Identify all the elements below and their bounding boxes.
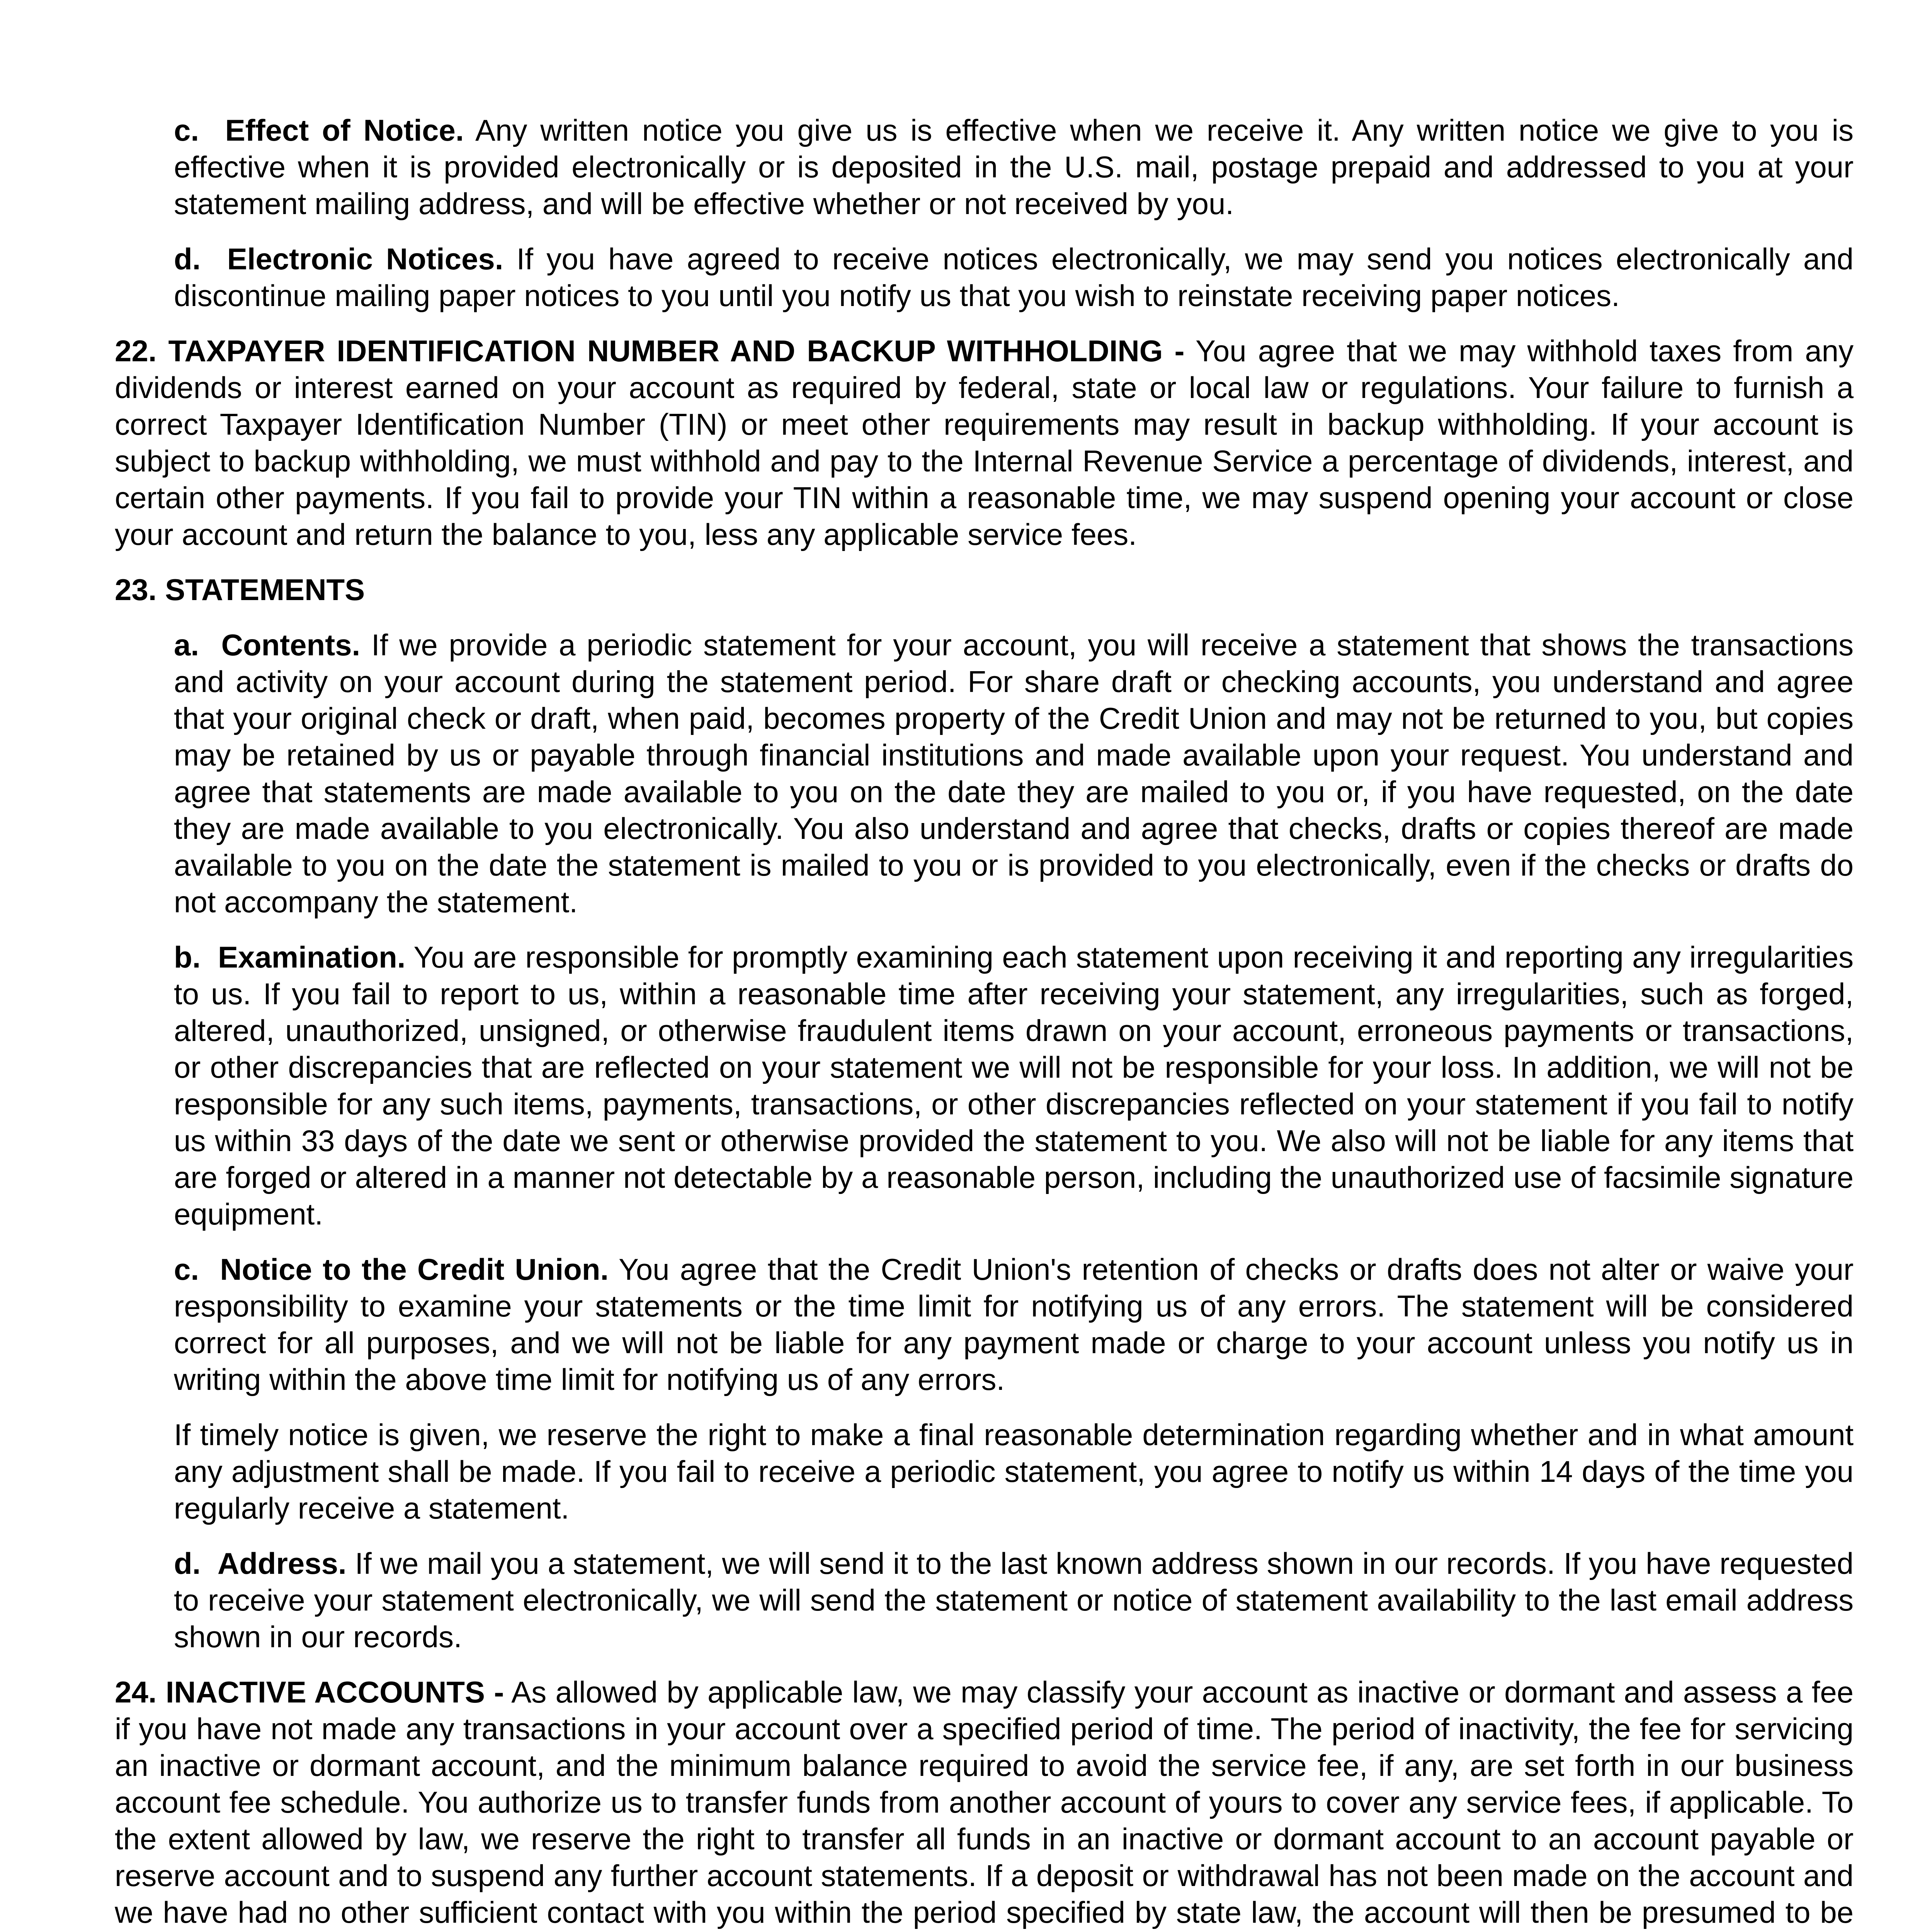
section-21d [174, 241, 1854, 314]
section-23b-text: You are responsible for promptly examining each statement upon receiving it and reporting any irregularities to us. If you fail to report to us, within a reasonable time after receiving your statement, any irregularities, such as forged, altered, unauthorized, unsigned, or otherwise fraudulent items drawn on your account, erroneous payments or transactions, or other discrepancies that are reflected on your statement we will not be responsible for your loss. In addition, we will not be responsible for any such items, payments, transactions, or other discrepancies reflected on your statement if you fail to notify us within 33 days of the date we sent or otherwise provided the statement to you. We also will not be liable for any items that are forged or altered in a manner not detectable by a reasonable person, including the unauthorized use of facsimile signature equipment. [174, 940, 1854, 1231]
section-23a-text: If we provide a periodic statement for your account, you will receive a statement that shows the transactions and activity on your account during the statement period. For share draft or checking accounts, you understand and agree that your original check or draft, when paid, becomes property of the Credit Union and may not be returned to you, but copies may be retained by us or payable through financial institutions and made available upon your request. You understand and agree that statements are made available to you on the date they are mailed to you or, if you have requested, on the date they are made available to you electronically. You also understand and agree that checks, drafts or copies thereof are made available to you on the date the statement is mailed to you or is provided to you electronically, even if the checks or drafts do not accompany the statement. [174, 628, 1854, 919]
section-22-text: You agree that we may withhold taxes from any dividends or interest earned on your account as required by federal, state or local law or regulations. Your failure to furnish a correct Taxpayer Identification Number (TIN) or meet other requirements may result in backup withholding. If your account is subject to backup withholding, we must withhold and pay to the Internal Revenue Service a percentage of dividends, interest, and certain other payments. If you fail to provide your TIN within a reasonable time, we may suspend opening your account or close your account and return the balance to you, less any applicable service fees. [115, 334, 1854, 551]
section-23 [115, 571, 1854, 608]
section-23d [174, 1545, 1854, 1655]
section-23b-label: b. Examination. [174, 940, 406, 974]
section-23b [174, 939, 1854, 1233]
section-22-heading: 22. TAXPAYER IDENTIFICATION NUMBER AND BACKUP WITHHOLDING - [115, 334, 1185, 368]
section-23-heading: 23. STATEMENTS [115, 573, 365, 607]
section-23d-text: If we mail you a statement, we will send it to the last known address shown in our records. If you have requested to receive your statement electronically, we will send the statement or notice of statement availability to the last email address shown in our records. [174, 1546, 1854, 1654]
section-21c-text: Any written notice you give us is effective when we receive it. Any written notice we give to you is effective when it is provided electronically or is deposited in the U.S. mail, postage prepaid and addressed to you at your statement mailing address, and will be effective whether or not received by you. [174, 113, 1854, 221]
section-23a [174, 627, 1854, 920]
section-21d-label: d. Electronic Notices. [174, 242, 503, 276]
section-21d-text: If you have agreed to receive notices electronically, we may send you notices electronically and discontinue mailing paper notices to you until you notify us that you wish to reinstate receiving paper notices. [174, 242, 1854, 313]
section-21c-label: c. Effect of Notice. [174, 113, 464, 147]
section-24-heading: 24. INACTIVE ACCOUNTS - [115, 1675, 504, 1709]
section-23c [174, 1251, 1854, 1398]
section-23c-continued: If timely notice is given, we reserve the right to make a final reasonable determination regarding whether and in what amount any adjustment shall be made. If you fail to receive a periodic statement, you agree to notify us within 14 days of the time you regularly receive a statement. [174, 1418, 1854, 1525]
section-23c-text: You agree that the Credit Union's retention of checks or drafts does not alter or waive your responsibility to examine your statements or the time limit for notifying us of any errors. The statement will be considered correct for all purposes, and we will not be liable for any payment made or charge to your account unless you notify us in writing within the above time limit for notifying us of any errors. [174, 1252, 1854, 1396]
section-23d-label: d. Address. [174, 1546, 347, 1580]
section-22 [115, 333, 1854, 553]
section-21c [174, 112, 1854, 222]
document-body [115, 112, 1854, 1932]
section-24-text: As allowed by applicable law, we may classify your account as inactive or dormant and assess a fee if you have not made any transactions in your account over a specified period of time. The period of inactivity, the fee for servicing an inactive or dormant account, and the minimum balance required to avoid the service fee, if any, are set forth in our business account fee schedule. You authorize us to transfer funds from another account of yours to cover any service fees, if applicable. To the extent allowed by law, we reserve the right to transfer all funds in an inactive or dormant account to an account payable or reserve account and to suspend any further account statements. If a deposit or withdrawal has not been made on the account and we have had no other sufficient contact with you within the period specified by state law, the account will then be presumed to be [115, 1675, 1854, 1929]
section-24 [115, 1674, 1854, 1932]
section-23c-label: c. Notice to the Credit Union. [174, 1252, 609, 1286]
section-23a-label: a. Contents. [174, 628, 361, 662]
